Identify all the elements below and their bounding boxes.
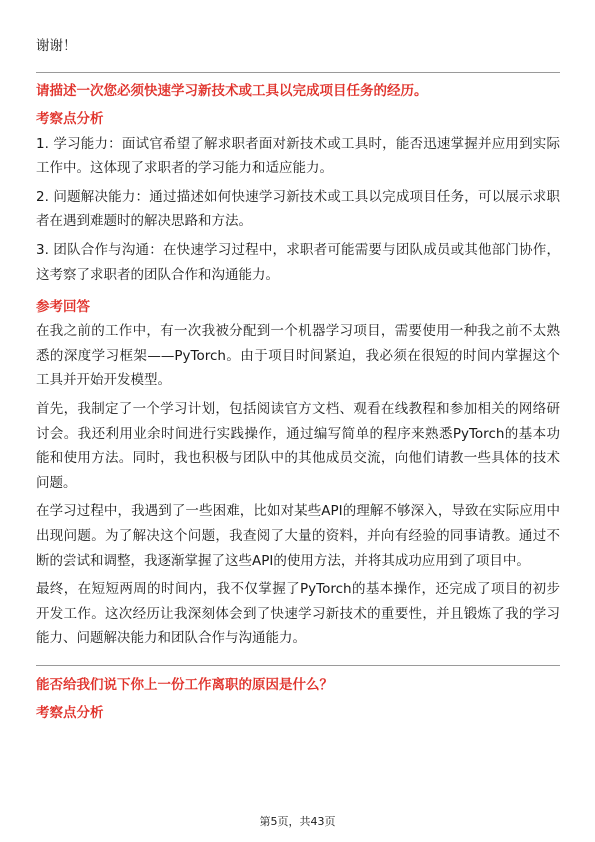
document-page	[36, 0, 560, 725]
answer-paragraph: 最终，在短短两周的时间内，我不仅掌握了PyTorch的基本操作，还完成了项目的初步开发工作。这次经历让我深刻体会到了快速学习新技术的重要性，并且锻炼了我的学习能力、问题解决能力和团队合作与沟通能力。	[36, 581, 560, 647]
question-heading: 能否给我们说下你上一份工作离职的原因是什么？	[36, 676, 333, 693]
answer-paragraph: 首先，我制定了一个学习计划，包括阅读官方文档、观看在线教程和参加相关的网络研讨会。我还利用业余时间进行实践操作，通过编写简单的程序来熟悉PyTorch的基本功能和使用方法。同时，我也积极与团队中的其他成员交流，向他们请教一些具体的技术问题。	[36, 400, 560, 491]
thanks-text: 谢谢！	[36, 38, 77, 54]
answer-paragraph: 在我之前的工作中，有一次我被分配到一个机器学习项目，需要使用一种我之前不太熟悉的深度学习框架——PyTorch。由于项目时间紧迫，我必须在很短的时间内掌握这个工具并开始开发模型。	[36, 323, 560, 389]
analysis-heading: 考察点分析	[36, 704, 104, 721]
question-heading: 请描述一次您必须快速学习新技术或工具以完成项目任务的经历。	[36, 82, 428, 99]
answer-heading: 参考回答	[36, 299, 90, 316]
answer-paragraph: 在学习过程中，我遇到了一些困难，比如对某些API的理解不够深入，导致在实际应用中出现问题。为了解决这个问题，我查阅了大量的资料，并向有经验的同事请教。通过不断的尝试和调整，我逐渐掌握了这些API的使用方法，并将其成功应用到了项目中。	[36, 503, 560, 569]
page-number: 第5页，共43页	[259, 815, 336, 828]
analysis-point: 2. 问题解决能力：通过描述如何快速学习新技术或工具以完成项目任务，可以展示求职者在遇到难题时的解决思路和方法。	[36, 188, 560, 230]
divider	[36, 72, 560, 73]
analysis-point: 3. 团队合作与沟通：在快速学习过程中，求职者可能需要与团队成员或其他部门协作，这考察了求职者的团队合作和沟通能力。	[36, 241, 560, 283]
analysis-point: 1. 学习能力：面试官希望了解求职者面对新技术或工具时，能否迅速掌握并应用到实际工作中。这体现了求职者的学习能力和适应能力。	[36, 135, 560, 177]
divider	[36, 665, 560, 666]
analysis-heading: 考察点分析	[36, 110, 104, 127]
